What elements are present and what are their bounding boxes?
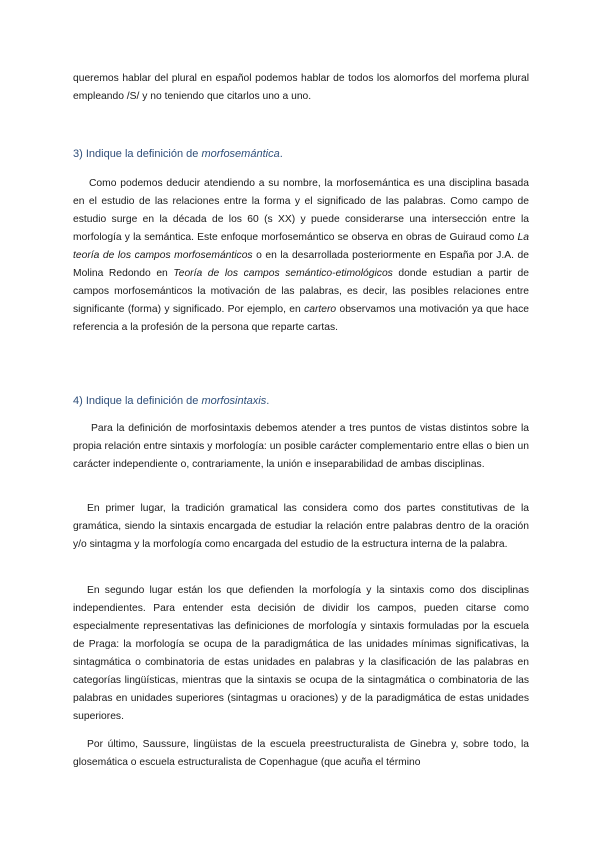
- section-4-heading-suffix: .: [266, 395, 270, 407]
- example-word: cartero: [304, 304, 337, 315]
- section-3-heading-prefix: 3) Indique la definición de: [73, 148, 202, 160]
- section-4-paragraph-2: En primer lugar, la tradición gramatical las considera como dos partes constitutivas de la gramática, siendo la sintaxis encargada de estudiar la relación entre palabras dentro de la oración y/o sintagma y la morfología como encargada del estudio de la estructura interna de la palabra.: [73, 503, 529, 550]
- section-4-paragraph-3: En segundo lugar están los que defienden la morfología y la sintaxis como dos disciplinas independientes. Para entender esta decisión de dividir los campos, pueden citarse como especialmente representativas las definiciones de morfología y sintaxis formuladas por la escuela de Praga: la morfología se ocupa de la paradigmática de las unidades mínimas significativas, la sintagmática o combinatoria de estas unidades en palabras y la clasificación de las palabras en categorías lingüísticas, mientras que la sintaxis se ocupa de la sintagmática o combinatoria de las palabras en unidades superiores (sintagmas u oraciones) y de la paradigmática de estas unidades superiores.: [73, 585, 529, 722]
- book-title-guiraud: La teoría de los campos morfosemánticos: [73, 232, 529, 261]
- section-3-text-d: observamos una motivación ya que hace referencia a la profesión de la persona que reparte cartas.: [73, 304, 529, 333]
- section-3-text-a: Como podemos deducir atendiendo a su nombre, la morfosemántica es una disciplina basada en el estudio de las relaciones entre la forma y el significado de las palabras. Como campo de estudio surge en la década de los 60 (s XX) y puede considerarse una intersección entre la morfología y la semántica. Este enfoque morfosemántico se observa en obras de Guiraud como: [73, 178, 529, 243]
- section-3-text-c: donde estudian a partir de campos morfosemánticos la motivación de las palabras, es decir, las posibles relaciones entre significante (forma) y significado. Por ejemplo, en: [73, 268, 529, 315]
- section-3-heading-suffix: .: [279, 148, 283, 160]
- section-4-paragraph-1: Para la definición de morfosintaxis debemos atender a tres puntos de vistas distintos sobre la propia relación entre sintaxis y morfología: un posible carácter complementario entre ellas o bien un carácter independiente o, contrariamente, la unión e inseparabilidad de ambas disciplinas.: [73, 423, 529, 470]
- section-3-heading: [73, 146, 529, 162]
- intro-paragraph: queremos hablar del plural en español podemos hablar de todos los alomorfos del morfema plural empleando /S/ y no teniendo que citarlos uno a uno.: [73, 73, 529, 102]
- section-4-heading: [73, 393, 529, 409]
- section-4-heading-prefix: 4) Indique la definición de: [73, 395, 202, 407]
- section-4-heading-term: morfosintaxis: [201, 395, 267, 407]
- section-4-paragraph-4: Por último, Saussure, lingüistas de la escuela preestructuralista de Ginebra y, sobre todo, la glosemática o escuela estructuralista de Copenhague (que acuña el término: [73, 739, 529, 768]
- section-3-text-b: o en la desarrollada posteriormente en España por J.A. de Molina Redondo en: [73, 250, 529, 279]
- section-3-paragraph: [73, 175, 529, 337]
- section-3-heading-term: morfosemántica: [201, 148, 280, 160]
- book-title-molina: Teoría de los campos semántico-etimológicos: [173, 268, 393, 279]
